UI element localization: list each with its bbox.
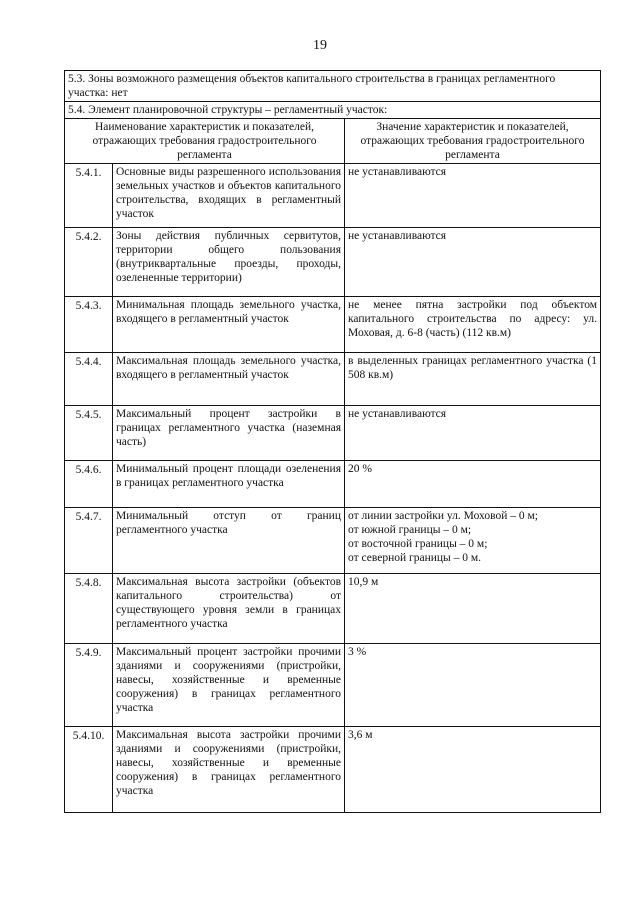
table-row bbox=[65, 164, 601, 228]
table-row bbox=[65, 727, 601, 813]
row-characteristic: Максимальный процент застройки прочими зданиями и сооружениями (пристройки, навесы, хозяйственные и временные сооружения) в границах регламентного участка bbox=[113, 644, 345, 727]
row-value: в выделенных границах регламентного участка (1 508 кв.м) bbox=[345, 353, 601, 406]
row-characteristic: Максимальная высота застройки (объектов капитального строительства) от существующего уровня земли в границах регламентного участка bbox=[113, 574, 345, 644]
row-number: 5.4.1. bbox=[65, 164, 113, 228]
header-characteristic-value: Значение характеристик и показателей, отражающих требования градостроительного регламента bbox=[345, 119, 601, 164]
header-characteristic-name: Наименование характеристик и показателей, отражающих требования градостроительного регламента bbox=[65, 119, 345, 164]
row-number: 5.4.3. bbox=[65, 297, 113, 353]
section-5-3: 5.3. Зоны возможного размещения объектов капитального строительства в границах регламентного участка: нет bbox=[65, 71, 601, 102]
value-line: от восточной границы – 0 м; bbox=[348, 538, 488, 550]
value-line: от линии застройки ул. Моховой – 0 м; bbox=[348, 510, 538, 522]
row-characteristic: Минимальная площадь земельного участка, входящего в регламентный участок bbox=[113, 297, 345, 353]
table-row bbox=[65, 644, 601, 727]
row-characteristic: Максимальный процент застройки в границах регламентного участка (наземная часть) bbox=[113, 406, 345, 461]
row-number: 5.4.9. bbox=[65, 644, 113, 727]
value-line: от северной границы – 0 м. bbox=[348, 552, 482, 564]
row-value: 3,6 м bbox=[345, 727, 601, 813]
row-characteristic: Минимальный отступ от границ регламентного участка bbox=[113, 508, 345, 574]
row-characteristic: Зоны действия публичных сервитутов, территории общего пользования (внутриквартальные проезды, проходы, озелененные территории) bbox=[113, 228, 345, 297]
section-5-4: 5.4. Элемент планировочной структуры – регламентный участок: bbox=[65, 102, 601, 119]
row-characteristic: Максимальная площадь земельного участка, входящего в регламентный участок bbox=[113, 353, 345, 406]
page-number: 19 bbox=[313, 38, 327, 53]
row-number: 5.4.8. bbox=[65, 574, 113, 644]
row-number: 5.4.2. bbox=[65, 228, 113, 297]
row-characteristic: Основные виды разрешенного использования земельных участков и объектов капитального строительства, входящих в регламентный участок bbox=[113, 164, 345, 228]
table-row bbox=[65, 297, 601, 353]
row-number: 5.4.4. bbox=[65, 353, 113, 406]
row-value: не устанавливаются bbox=[345, 406, 601, 461]
row-number: 5.4.5. bbox=[65, 406, 113, 461]
table-row bbox=[65, 574, 601, 644]
value-line: от южной границы – 0 м; bbox=[348, 524, 472, 536]
regulation-table bbox=[64, 70, 601, 813]
row-value: 10,9 м bbox=[345, 574, 601, 644]
row-value: 20 % bbox=[345, 461, 601, 508]
row-number: 5.4.10. bbox=[65, 727, 113, 813]
row-characteristic: Минимальный процент площади озеленения в границах регламентного участка bbox=[113, 461, 345, 508]
table-row bbox=[65, 508, 601, 574]
row-value: не устанавливаются bbox=[345, 228, 601, 297]
row-value: не устанавливаются bbox=[345, 164, 601, 228]
table-row bbox=[65, 406, 601, 461]
row-number: 5.4.6. bbox=[65, 461, 113, 508]
row-number: 5.4.7. bbox=[65, 508, 113, 574]
row-characteristic: Максимальная высота застройки прочими зданиями и сооружениями (пристройки, навесы, хозяйственные и временные сооружения) в границах регламентного участка bbox=[113, 727, 345, 813]
table-row bbox=[65, 228, 601, 297]
row-value bbox=[345, 508, 601, 574]
table-row bbox=[65, 353, 601, 406]
row-value: 3 % bbox=[345, 644, 601, 727]
row-value: не менее пятна застройки под объектом капитального строительства по адресу: ул. Моховая, д. 6-8 (часть) (112 кв.м) bbox=[345, 297, 601, 353]
table-row bbox=[65, 461, 601, 508]
